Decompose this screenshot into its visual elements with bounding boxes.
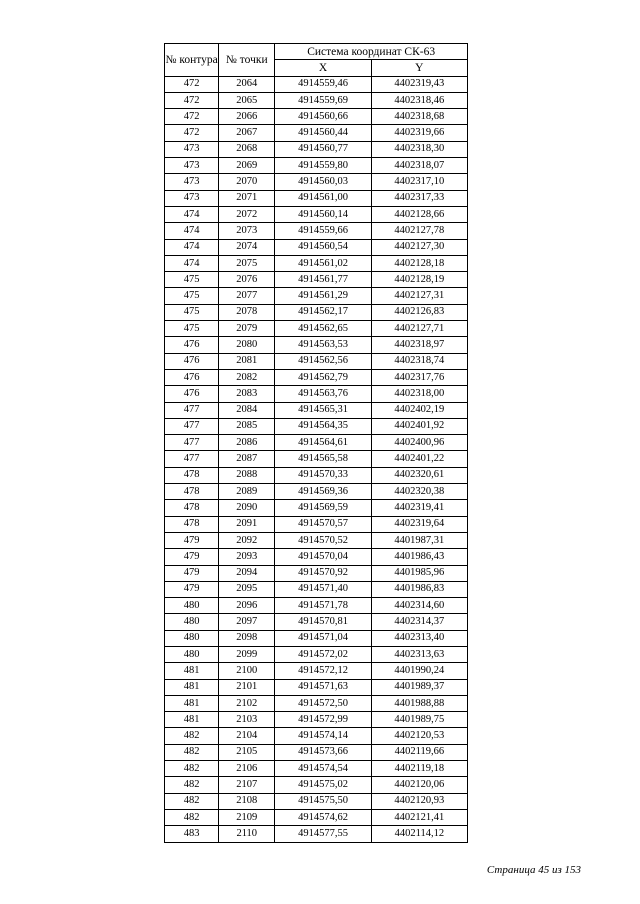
cell-y: 4402318,00 [371, 386, 467, 402]
cell-point: 2085 [219, 418, 275, 434]
cell-x: 4914563,76 [275, 386, 371, 402]
cell-y: 4402318,74 [371, 353, 467, 369]
cell-point: 2091 [219, 516, 275, 532]
cell-contour: 472 [165, 92, 219, 108]
cell-contour: 480 [165, 630, 219, 646]
cell-y: 4402120,06 [371, 777, 467, 793]
cell-point: 2100 [219, 663, 275, 679]
cell-point: 2094 [219, 565, 275, 581]
cell-y: 4401990,24 [371, 663, 467, 679]
table-row [165, 141, 468, 157]
cell-point: 2078 [219, 304, 275, 320]
cell-y: 4402318,30 [371, 141, 467, 157]
cell-x: 4914570,52 [275, 532, 371, 548]
table-row [165, 516, 468, 532]
cell-point: 2066 [219, 109, 275, 125]
cell-y: 4402314,37 [371, 614, 467, 630]
table-row [165, 809, 468, 825]
cell-y: 4402402,19 [371, 402, 467, 418]
cell-point: 2099 [219, 646, 275, 662]
table-row [165, 223, 468, 239]
cell-x: 4914561,00 [275, 190, 371, 206]
cell-contour: 479 [165, 549, 219, 565]
cell-point: 2068 [219, 141, 275, 157]
cell-point: 2097 [219, 614, 275, 630]
cell-contour: 483 [165, 826, 219, 842]
cell-point: 2076 [219, 272, 275, 288]
cell-y: 4402128,18 [371, 255, 467, 271]
cell-contour: 477 [165, 402, 219, 418]
table-body [165, 76, 468, 842]
cell-contour: 475 [165, 288, 219, 304]
table-row [165, 109, 468, 125]
table-row [165, 761, 468, 777]
cell-point: 2110 [219, 826, 275, 842]
cell-y: 4402120,53 [371, 728, 467, 744]
cell-y: 4402319,43 [371, 76, 467, 92]
cell-y: 4402401,92 [371, 418, 467, 434]
cell-x: 4914570,04 [275, 549, 371, 565]
cell-point: 2109 [219, 809, 275, 825]
table-row [165, 272, 468, 288]
table-row [165, 581, 468, 597]
table-row [165, 484, 468, 500]
table-row [165, 630, 468, 646]
cell-x: 4914570,57 [275, 516, 371, 532]
table-header [165, 44, 468, 77]
cell-y: 4402317,33 [371, 190, 467, 206]
table-row [165, 598, 468, 614]
cell-contour: 479 [165, 565, 219, 581]
cell-contour: 478 [165, 467, 219, 483]
cell-y: 4402319,66 [371, 125, 467, 141]
cell-point: 2080 [219, 337, 275, 353]
cell-point: 2075 [219, 255, 275, 271]
cell-point: 2072 [219, 206, 275, 222]
cell-y: 4402114,12 [371, 826, 467, 842]
cell-point: 2084 [219, 402, 275, 418]
cell-y: 4402318,68 [371, 109, 467, 125]
cell-y: 4402320,61 [371, 467, 467, 483]
table-row [165, 92, 468, 108]
cell-y: 4402318,97 [371, 337, 467, 353]
table-row [165, 76, 468, 92]
cell-contour: 478 [165, 516, 219, 532]
cell-point: 2070 [219, 174, 275, 190]
cell-point: 2106 [219, 761, 275, 777]
cell-y: 4402318,46 [371, 92, 467, 108]
cell-point: 2096 [219, 598, 275, 614]
cell-y: 4402313,63 [371, 646, 467, 662]
cell-point: 2083 [219, 386, 275, 402]
cell-y: 4402121,41 [371, 809, 467, 825]
cell-y: 4402400,96 [371, 435, 467, 451]
cell-contour: 475 [165, 272, 219, 288]
cell-y: 4402119,66 [371, 744, 467, 760]
cell-point: 2102 [219, 695, 275, 711]
cell-y: 4401985,96 [371, 565, 467, 581]
cell-contour: 481 [165, 679, 219, 695]
cell-point: 2090 [219, 500, 275, 516]
cell-x: 4914575,02 [275, 777, 371, 793]
cell-contour: 478 [165, 484, 219, 500]
table-row [165, 304, 468, 320]
cell-contour: 482 [165, 728, 219, 744]
cell-x: 4914574,14 [275, 728, 371, 744]
table-row [165, 239, 468, 255]
cell-point: 2092 [219, 532, 275, 548]
table-row [165, 174, 468, 190]
cell-point: 2082 [219, 369, 275, 385]
table-row [165, 206, 468, 222]
table-row [165, 435, 468, 451]
cell-point: 2104 [219, 728, 275, 744]
cell-point: 2088 [219, 467, 275, 483]
cell-x: 4914559,69 [275, 92, 371, 108]
cell-point: 2065 [219, 92, 275, 108]
cell-y: 4401989,75 [371, 712, 467, 728]
table-row [165, 288, 468, 304]
cell-contour: 474 [165, 255, 219, 271]
cell-x: 4914560,03 [275, 174, 371, 190]
cell-point: 2098 [219, 630, 275, 646]
cell-x: 4914562,17 [275, 304, 371, 320]
cell-y: 4402127,71 [371, 321, 467, 337]
cell-contour: 479 [165, 532, 219, 548]
cell-contour: 481 [165, 712, 219, 728]
cell-contour: 477 [165, 451, 219, 467]
cell-x: 4914565,58 [275, 451, 371, 467]
table-row [165, 532, 468, 548]
table-row [165, 646, 468, 662]
table-row [165, 418, 468, 434]
cell-x: 4914570,92 [275, 565, 371, 581]
cell-contour: 472 [165, 76, 219, 92]
cell-x: 4914571,40 [275, 581, 371, 597]
cell-y: 4401986,43 [371, 549, 467, 565]
cell-point: 2069 [219, 158, 275, 174]
cell-y: 4402120,93 [371, 793, 467, 809]
header-coordinate-system: Система координат СК-63 [275, 44, 468, 60]
cell-y: 4402317,76 [371, 369, 467, 385]
cell-x: 4914572,99 [275, 712, 371, 728]
cell-contour: 481 [165, 663, 219, 679]
cell-y: 4402128,19 [371, 272, 467, 288]
cell-y: 4402127,31 [371, 288, 467, 304]
cell-x: 4914572,12 [275, 663, 371, 679]
cell-contour: 480 [165, 646, 219, 662]
cell-x: 4914561,29 [275, 288, 371, 304]
table-row [165, 369, 468, 385]
cell-y: 4402313,40 [371, 630, 467, 646]
cell-contour: 474 [165, 223, 219, 239]
table-row [165, 679, 468, 695]
cell-y: 4401986,83 [371, 581, 467, 597]
table-row [165, 826, 468, 842]
cell-point: 2107 [219, 777, 275, 793]
cell-contour: 474 [165, 239, 219, 255]
cell-point: 2086 [219, 435, 275, 451]
cell-x: 4914573,66 [275, 744, 371, 760]
cell-x: 4914569,59 [275, 500, 371, 516]
cell-contour: 472 [165, 109, 219, 125]
cell-contour: 473 [165, 174, 219, 190]
table-row [165, 500, 468, 516]
table-row [165, 190, 468, 206]
cell-x: 4914560,54 [275, 239, 371, 255]
cell-point: 2073 [219, 223, 275, 239]
cell-x: 4914569,36 [275, 484, 371, 500]
table-row [165, 744, 468, 760]
header-y: Y [371, 60, 467, 76]
cell-point: 2093 [219, 549, 275, 565]
table-row [165, 777, 468, 793]
cell-x: 4914571,04 [275, 630, 371, 646]
cell-x: 4914560,77 [275, 141, 371, 157]
cell-contour: 473 [165, 141, 219, 157]
table-row [165, 125, 468, 141]
table-row [165, 728, 468, 744]
table-row [165, 712, 468, 728]
cell-y: 4401987,31 [371, 532, 467, 548]
table-row [165, 451, 468, 467]
cell-contour: 473 [165, 190, 219, 206]
coordinates-table [164, 43, 468, 843]
cell-contour: 476 [165, 353, 219, 369]
cell-point: 2105 [219, 744, 275, 760]
cell-contour: 475 [165, 304, 219, 320]
cell-contour: 481 [165, 695, 219, 711]
cell-contour: 482 [165, 761, 219, 777]
cell-y: 4402127,78 [371, 223, 467, 239]
cell-y: 4402320,38 [371, 484, 467, 500]
cell-contour: 476 [165, 386, 219, 402]
cell-x: 4914564,61 [275, 435, 371, 451]
table-row [165, 353, 468, 369]
cell-x: 4914565,31 [275, 402, 371, 418]
table-row [165, 565, 468, 581]
cell-x: 4914571,78 [275, 598, 371, 614]
cell-x: 4914562,65 [275, 321, 371, 337]
cell-contour: 474 [165, 206, 219, 222]
cell-contour: 479 [165, 581, 219, 597]
table-row [165, 402, 468, 418]
cell-y: 4402126,83 [371, 304, 467, 320]
table-row [165, 549, 468, 565]
table-row [165, 614, 468, 630]
cell-point: 2089 [219, 484, 275, 500]
cell-y: 4402314,60 [371, 598, 467, 614]
cell-x: 4914571,63 [275, 679, 371, 695]
cell-contour: 477 [165, 418, 219, 434]
cell-x: 4914559,80 [275, 158, 371, 174]
cell-point: 2071 [219, 190, 275, 206]
cell-contour: 482 [165, 793, 219, 809]
header-x: X [275, 60, 371, 76]
cell-point: 2108 [219, 793, 275, 809]
cell-x: 4914560,44 [275, 125, 371, 141]
cell-contour: 482 [165, 777, 219, 793]
table-row [165, 255, 468, 271]
cell-x: 4914564,35 [275, 418, 371, 434]
cell-contour: 472 [165, 125, 219, 141]
table-row [165, 663, 468, 679]
cell-point: 2064 [219, 76, 275, 92]
cell-contour: 480 [165, 598, 219, 614]
cell-point: 2077 [219, 288, 275, 304]
header-point: № точки [219, 44, 275, 77]
cell-point: 2101 [219, 679, 275, 695]
cell-x: 4914561,77 [275, 272, 371, 288]
cell-point: 2103 [219, 712, 275, 728]
cell-contour: 473 [165, 158, 219, 174]
cell-y: 4401988,88 [371, 695, 467, 711]
cell-contour: 478 [165, 500, 219, 516]
cell-y: 4402127,30 [371, 239, 467, 255]
table-row [165, 467, 468, 483]
cell-contour: 476 [165, 369, 219, 385]
cell-y: 4402317,10 [371, 174, 467, 190]
cell-contour: 477 [165, 435, 219, 451]
cell-point: 2067 [219, 125, 275, 141]
cell-x: 4914570,33 [275, 467, 371, 483]
cell-x: 4914559,66 [275, 223, 371, 239]
cell-y: 4402128,66 [371, 206, 467, 222]
cell-x: 4914560,66 [275, 109, 371, 125]
table-row [165, 321, 468, 337]
cell-point: 2087 [219, 451, 275, 467]
cell-x: 4914572,02 [275, 646, 371, 662]
table-row [165, 386, 468, 402]
table-row [165, 793, 468, 809]
cell-y: 4402319,41 [371, 500, 467, 516]
cell-x: 4914574,62 [275, 809, 371, 825]
cell-x: 4914563,53 [275, 337, 371, 353]
cell-contour: 475 [165, 321, 219, 337]
cell-y: 4401989,37 [371, 679, 467, 695]
cell-contour: 476 [165, 337, 219, 353]
table-row [165, 337, 468, 353]
cell-x: 4914570,81 [275, 614, 371, 630]
cell-x: 4914562,56 [275, 353, 371, 369]
cell-point: 2074 [219, 239, 275, 255]
cell-x: 4914577,55 [275, 826, 371, 842]
cell-y: 4402119,18 [371, 761, 467, 777]
cell-x: 4914559,46 [275, 76, 371, 92]
cell-x: 4914560,14 [275, 206, 371, 222]
header-contour: № контура [165, 44, 219, 77]
cell-contour: 480 [165, 614, 219, 630]
cell-y: 4402401,22 [371, 451, 467, 467]
table-row [165, 158, 468, 174]
cell-x: 4914574,54 [275, 761, 371, 777]
cell-y: 4402319,64 [371, 516, 467, 532]
cell-contour: 482 [165, 809, 219, 825]
cell-y: 4402318,07 [371, 158, 467, 174]
cell-x: 4914575,50 [275, 793, 371, 809]
table-row [165, 695, 468, 711]
cell-x: 4914562,79 [275, 369, 371, 385]
cell-point: 2081 [219, 353, 275, 369]
page-number: Страница 45 из 153 [486, 864, 581, 876]
cell-point: 2079 [219, 321, 275, 337]
cell-contour: 482 [165, 744, 219, 760]
cell-point: 2095 [219, 581, 275, 597]
cell-x: 4914572,50 [275, 695, 371, 711]
cell-x: 4914561,02 [275, 255, 371, 271]
